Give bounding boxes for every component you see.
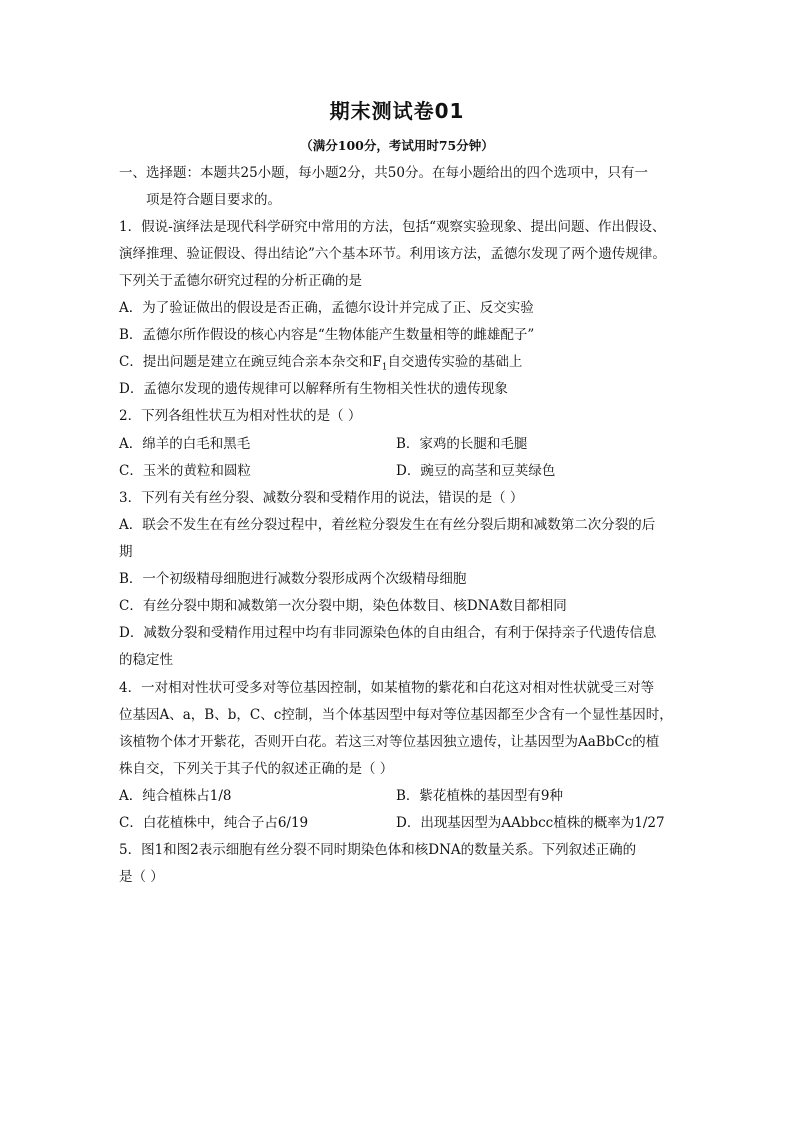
q1-stem-line3: 下列关于孟德尔研究过程的分析正确的是 (119, 273, 362, 289)
q3-option-c: C．有丝分裂中期和减数第一次分裂中期，染色体数目、核DNA数目都相同 (119, 598, 567, 614)
q1-option-a: A．为了验证做出的假设是否正确，孟德尔设计并完成了正、反交实验 (119, 300, 534, 316)
section-instruction-line1: 一、选择题：本题共25小题，每小题2分，共50分。在每小题给出的四个选项中，只有一 (119, 165, 648, 181)
q3-option-d-line1: D．减数分裂和受精作用过程中均有非同源染色体的自由组合，有利于保持亲子代遗传信息 (119, 625, 657, 641)
q1-option-c (119, 352, 684, 378)
q1-stem-line2: 演绎推理、验证假设、得出结论”六个基本环节。利用该方法，孟德尔发现了两个遗传规律。 (119, 246, 666, 262)
exam-subtitle: （满分100分，考试用时75分钟） (300, 138, 494, 153)
q4-stem-line4: 株自交，下列关于其子代的叙述正确的是（ ） (119, 761, 394, 777)
section-instruction-line2: 项是符合题目要求的。 (146, 192, 281, 208)
q4-stem-line1: 4．一对相对性状可受多对等位基因控制，如某植物的紫花和白花这对相对性状就受三对等 (119, 680, 655, 696)
q2-option-d: D．豌豆的高茎和豆荚绿色 (396, 463, 556, 479)
q1-option-d: D．孟德尔发现的遗传规律可以解释所有生物相关性状的遗传现象 (119, 381, 508, 397)
q3-option-a-line2: 期 (119, 544, 133, 560)
q3-stem: 3．下列有关有丝分裂、减数分裂和受精作用的说法，错误的是（ ） (119, 490, 524, 506)
q4-option-c: C．白花植株中，纯合子占6/19 (119, 815, 309, 831)
page-title: 期末测试卷01 (329, 99, 465, 123)
q5-stem-line1: 5．图1和图2表示细胞有丝分裂不同时期染色体和核DNA的数量关系。下列叙述正确的 (119, 842, 637, 858)
q4-option-a: A．纯合植株占1/8 (119, 788, 232, 804)
q4-stem-line3: 该植物个体才开紫花，否则开白花。若这三对等位基因独立遗传，让基因型为AaBbCc的植 (119, 734, 660, 750)
q2-option-a: A．绵羊的白毛和黑毛 (119, 436, 251, 452)
q2-option-b: B．家鸡的长腿和毛腿 (396, 436, 528, 452)
q4-option-d: D．出现基因型为AAbbcc植株的概率为1/27 (396, 815, 665, 831)
q2-option-c: C．玉米的黄粒和圆粒 (119, 463, 251, 479)
q3-option-a-line1: A．联会不发生在有丝分裂过程中，着丝粒分裂发生在有丝分裂后期和减数第二次分裂的后 (119, 517, 656, 533)
q1-option-c-subscript: 1 (381, 362, 388, 373)
q4-stem-line2: 位基因A、a，B、b，C、c控制，当个体基因型中每对等位基因都至少含有一个显性基因时， (119, 707, 673, 723)
q1-stem-line1: 1．假说-演绎法是现代科学研究中常用的方法，包括“观察实验现象、提出问题、作出假设、 (119, 219, 666, 235)
q1-option-c-text: C．提出问题是建立在豌豆纯合亲本杂交和F (119, 354, 382, 370)
q3-option-b: B．一个初级精母细胞进行减数分裂形成两个次级精母细胞 (119, 571, 467, 587)
q2-stem: 2．下列各组性状互为相对性状的是（ ） (119, 408, 362, 424)
q1-option-b: B．孟德尔所作假设的核心内容是“生物体能产生数量相等的雌雄配子” (119, 327, 535, 343)
q5-stem-line2: 是（ ） (119, 869, 164, 885)
q4-option-b: B．紫花植株的基因型有9种 (396, 788, 564, 804)
q1-option-c-rest: 自交遗传实验的基础上 (387, 354, 523, 370)
q3-option-d-line2: 的稳定性 (119, 652, 173, 668)
